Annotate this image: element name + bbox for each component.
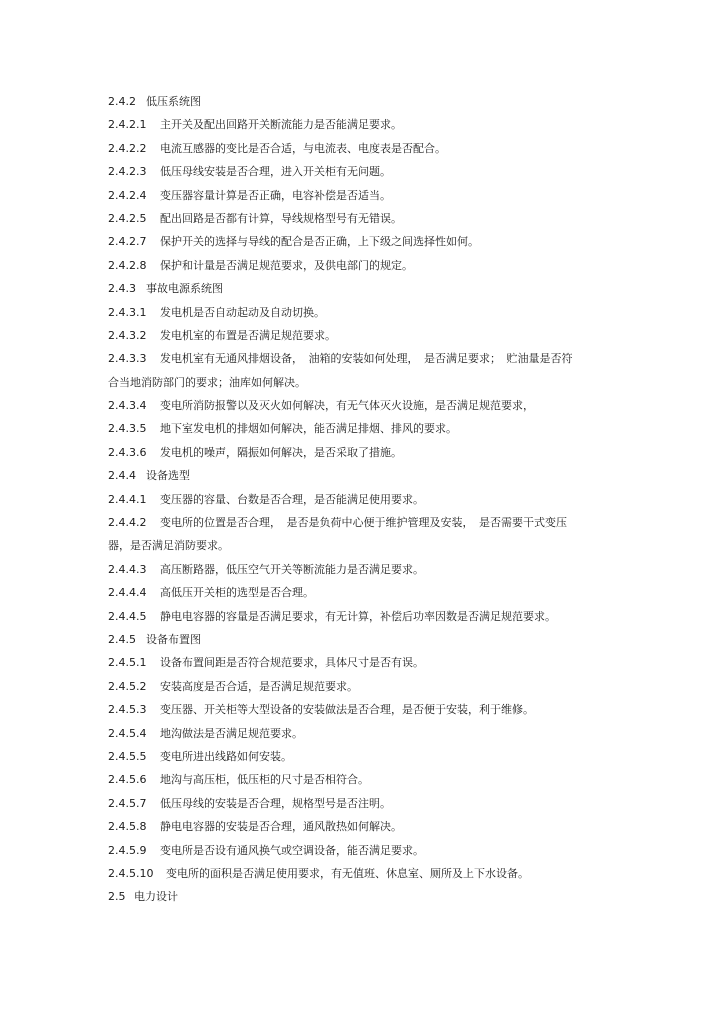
item-text: 事故电源系统图	[146, 282, 223, 296]
list-item	[108, 724, 608, 747]
item-text: 变压器容量计算是否正确，电容补偿是否适当。	[160, 188, 391, 202]
list-item	[108, 770, 608, 793]
item-number: 2.4.2.1	[108, 118, 147, 132]
item-number: 2.4.2.3	[108, 165, 147, 179]
item-number: 2.4.2.5	[108, 211, 147, 225]
item-text: 低压母线的安装是否合理，规格型号是否注明。	[160, 796, 391, 810]
item-number: 2.4.3.4	[108, 399, 147, 413]
list-item	[108, 419, 608, 442]
heading-2-4-5	[108, 630, 608, 653]
item-text: 变电所的面积是否满足使用要求，有无值班、休息室、厕所及上下水设备。	[166, 866, 529, 880]
heading-2-4-4	[108, 466, 608, 489]
list-item	[108, 326, 608, 349]
item-text: 高压断路器，低压空气开关等断流能力是否满足要求。	[160, 562, 424, 576]
list-item	[108, 607, 608, 630]
item-number: 2.4.3	[108, 282, 136, 296]
item-text: 低压系统图	[146, 95, 201, 108]
item-text: 电力设计	[134, 890, 178, 904]
item-number: 2.5	[108, 890, 126, 904]
list-item	[108, 139, 608, 162]
item-number: 2.4.5	[108, 633, 136, 647]
item-text: 设备选型	[146, 469, 190, 483]
list-item	[108, 303, 608, 326]
heading-2-5	[108, 887, 608, 910]
list-item	[108, 115, 608, 138]
list-item	[108, 443, 608, 466]
list-item	[108, 747, 608, 770]
list-item	[108, 513, 608, 560]
item-text: 发电机是否自动起动及自动切换。	[160, 305, 325, 319]
item-text: 保护和计量是否满足规范要求，及供电部门的规定。	[160, 258, 413, 272]
item-number: 2.4.5.3	[108, 703, 147, 717]
item-number: 2.4.3.1	[108, 305, 147, 319]
item-text-continuation: 器，是否满足消防要求。	[108, 539, 229, 553]
item-number: 2.4.3.3	[108, 352, 147, 366]
list-item	[108, 186, 608, 209]
item-text: 变压器的容量、台数是否合理，是否能满足使用要求。	[160, 492, 424, 506]
item-text-line-1: 发电机室有无通风排烟设备， 油箱的安装如何处理， 是否满足要求； 贮油量是否符	[160, 352, 573, 366]
item-text: 静电电容器的安装是否合理，通风散热如何解决。	[160, 820, 402, 834]
item-text: 配出回路是否都有计算，导线规格型号有无错误。	[160, 211, 402, 225]
document-body	[108, 92, 608, 911]
item-number: 2.4.3.2	[108, 328, 147, 342]
item-number: 2.4.5.2	[108, 679, 147, 693]
list-item	[108, 841, 608, 864]
item-text: 静电电容器的容量是否满足要求，有无计算，补偿后功率因数是否满足规范要求。	[160, 609, 556, 623]
item-number: 2.4.2.7	[108, 235, 147, 249]
item-text: 地下室发电机的排烟如何解决，能否满足排烟、排风的要求。	[160, 422, 457, 436]
item-number: 2.4.4.1	[108, 492, 147, 506]
list-item	[108, 700, 608, 723]
heading-2-4-3	[108, 279, 608, 302]
item-number: 2.4.5.10	[108, 866, 154, 880]
item-number: 2.4.2	[108, 95, 136, 108]
item-text: 安装高度是否合适，是否满足规范要求。	[160, 679, 358, 693]
item-number: 2.4.5.8	[108, 820, 147, 834]
list-item	[108, 349, 608, 396]
item-number: 2.4.4.3	[108, 562, 147, 576]
list-item	[108, 794, 608, 817]
item-number: 2.4.4.4	[108, 586, 147, 600]
list-item	[108, 232, 608, 255]
heading-2-4-2	[108, 92, 608, 115]
item-text: 发电机的噪声，隔振如何解决，是否采取了措施。	[160, 445, 402, 459]
item-number: 2.4.4.5	[108, 609, 147, 623]
item-text: 高低压开关柜的选型是否合理。	[160, 586, 314, 600]
list-item	[108, 256, 608, 279]
item-text: 变电所消防报警以及灭火如何解决，有无气体灭火设施，是否满足规范要求，	[160, 399, 534, 413]
item-number: 2.4.5.5	[108, 749, 147, 763]
item-text: 设备布置图	[146, 633, 201, 647]
list-item	[108, 560, 608, 583]
item-text: 设备布置间距是否符合规范要求，具体尺寸是否有误。	[160, 656, 424, 670]
item-text: 主开关及配出回路开关断流能力是否能满足要求。	[160, 118, 402, 132]
item-text-line-1: 变电所的位置是否合理， 是否是负荷中心便于维护管理及安装， 是否需要干式变压	[160, 516, 567, 530]
item-number: 2.4.5.7	[108, 796, 147, 810]
list-item	[108, 209, 608, 232]
item-text: 变压器、开关柜等大型设备的安装做法是否合理，是否便于安装，利于维修。	[160, 703, 534, 717]
item-number: 2.4.5.1	[108, 656, 147, 670]
item-number: 2.4.2.4	[108, 188, 147, 202]
item-number: 2.4.4	[108, 469, 136, 483]
item-number: 2.4.2.8	[108, 258, 147, 272]
list-item	[108, 490, 608, 513]
list-item	[108, 864, 608, 887]
item-text: 地沟做法是否满足规范要求。	[160, 726, 303, 740]
list-item	[108, 817, 608, 840]
item-text: 保护开关的选择与导线的配合是否正确，上下级之间选择性如何。	[160, 235, 479, 249]
item-number: 2.4.2.2	[108, 141, 147, 155]
item-number: 2.4.5.6	[108, 773, 147, 787]
item-number: 2.4.3.6	[108, 445, 147, 459]
item-text-continuation: 合当地消防部门的要求；油库如何解决。	[108, 375, 306, 389]
list-item	[108, 162, 608, 185]
item-text: 电流互感器的变比是否合适，与电流表、电度表是否配合。	[160, 141, 446, 155]
item-number: 2.4.5.4	[108, 726, 147, 740]
list-item	[108, 396, 608, 419]
item-number: 2.4.3.5	[108, 422, 147, 436]
item-number: 2.4.5.9	[108, 843, 147, 857]
item-text: 变电所进出线路如何安装。	[160, 749, 292, 763]
item-number: 2.4.4.2	[108, 516, 147, 530]
item-text: 变电所是否设有通风换气或空调设备，能否满足要求。	[160, 843, 424, 857]
item-text: 低压母线安装是否合理，进入开关柜有无问题。	[160, 165, 391, 179]
list-item	[108, 583, 608, 606]
list-item	[108, 677, 608, 700]
item-text: 地沟与高压柜，低压柜的尺寸是否相符合。	[160, 773, 369, 787]
list-item	[108, 653, 608, 676]
item-text: 发电机室的布置是否满足规范要求。	[160, 328, 336, 342]
